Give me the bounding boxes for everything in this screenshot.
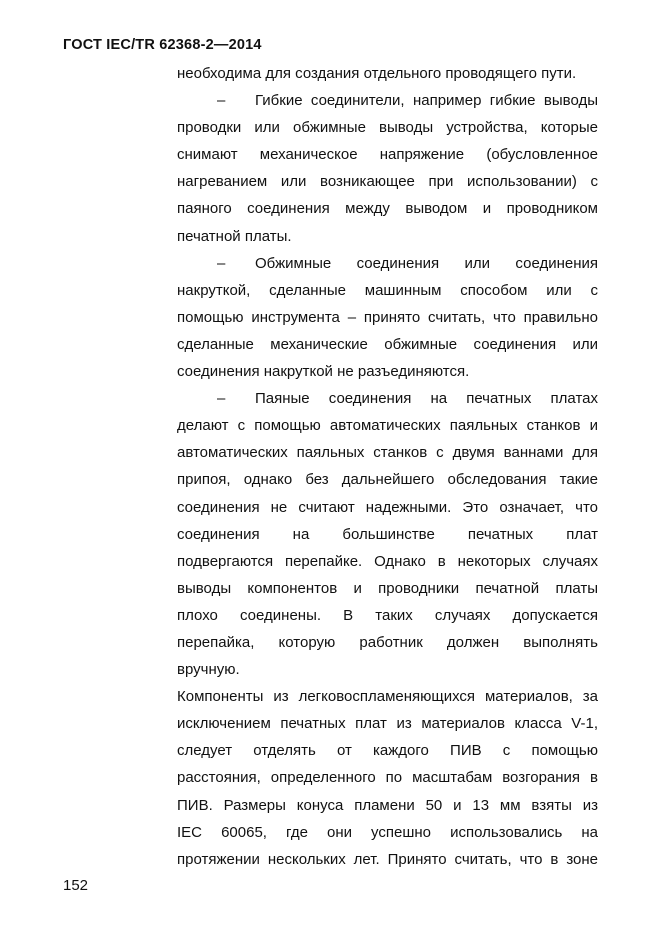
text-line — [177, 819, 598, 846]
line-text: накруткой, сделанные машинным способом или с — [177, 281, 598, 299]
text-line — [177, 168, 598, 195]
line-text: соединения на большинстве печатных плат — [177, 525, 598, 543]
text-line — [177, 358, 598, 385]
text-line — [177, 439, 598, 466]
line-text: нагреванием или возникающее при использовании) с — [177, 173, 598, 191]
line-text: припоя, однако без дальнейшего обследования такие — [177, 471, 598, 489]
list-dash: – — [217, 254, 226, 272]
line-text: соединения не считают надежными. Это означает, что — [177, 498, 598, 516]
line-text: помощью инструмента – принято считать, что правильно — [177, 308, 598, 326]
line-text: снимают механическое напряжение (обусловленное — [177, 146, 598, 164]
text-line — [177, 629, 598, 656]
text-line — [177, 195, 598, 222]
text-line — [177, 792, 598, 819]
text-line — [177, 250, 598, 277]
line-text: подвергаются перепайке. Однако в некоторых случаях — [177, 552, 598, 570]
line-text: паяного соединения между выводом и проводником — [177, 200, 598, 218]
line-text: расстояния, определенного по масштабам возгорания в — [177, 769, 598, 787]
line-text: плохо соединены. В таких случаях допускается — [177, 606, 598, 624]
line-text: протяжении нескольких лет. Принято считать, что в зоне — [177, 850, 598, 868]
text-line — [177, 277, 598, 304]
line-text: исключением печатных плат из материалов класса V-1, — [177, 715, 598, 733]
text-line — [177, 141, 598, 168]
text-line — [177, 764, 598, 791]
line-text: проводки или обжимные выводы устройства, которые — [177, 119, 598, 137]
text-line — [177, 575, 598, 602]
line-text: ПИВ. Размеры конуса пламени 50 и 13 мм взяты из — [177, 796, 598, 814]
line-text: выводы компонентов и проводники печатной платы — [177, 579, 598, 597]
text-line — [177, 521, 598, 548]
line-text: вручную. — [177, 661, 240, 679]
line-text: печатной платы. — [177, 227, 292, 245]
line-text: Паяные соединения на печатных платах — [255, 390, 598, 408]
body-text — [177, 60, 598, 873]
line-text: Обжимные соединения или соединения — [255, 254, 598, 272]
page-number: 152 — [63, 877, 89, 894]
text-line — [177, 494, 598, 521]
line-text: автоматических паяльных станков с двумя ваннами для — [177, 444, 598, 462]
list-dash: – — [217, 390, 226, 408]
text-line — [177, 466, 598, 493]
line-text: сделанные механические обжимные соединения или — [177, 335, 598, 353]
line-text: соединения накруткой не разъединяются. — [177, 363, 470, 381]
line-text: следует отделять от каждого ПИВ с помощью — [177, 742, 598, 760]
text-line — [177, 223, 598, 250]
text-line — [177, 656, 598, 683]
text-line — [177, 385, 598, 412]
text-line — [177, 114, 598, 141]
text-line — [177, 331, 598, 358]
line-text: Гибкие соединители, например гибкие выводы — [255, 92, 598, 110]
line-text: необходима для создания отдельного проводящего пути. — [177, 65, 577, 82]
text-line — [177, 60, 598, 87]
text-line — [177, 412, 598, 439]
line-text: перепайка, которую работник должен выполнять — [177, 633, 598, 651]
text-line — [177, 87, 598, 114]
line-text: делают с помощью автоматических паяльных станков и — [177, 417, 598, 435]
text-line — [177, 683, 598, 710]
line-text: IEC 60065, где они успешно использовались на — [177, 823, 598, 841]
text-line — [177, 602, 598, 629]
text-line — [177, 304, 598, 331]
text-line — [177, 737, 598, 764]
list-dash: – — [217, 92, 226, 110]
text-line — [177, 846, 598, 873]
line-text: Компоненты из легковоспламеняющихся материалов, за — [177, 688, 598, 706]
text-line — [177, 548, 598, 575]
text-line — [177, 710, 598, 737]
document-header: ГОСТ IEC/TR 62368-2—2014 — [63, 37, 262, 53]
